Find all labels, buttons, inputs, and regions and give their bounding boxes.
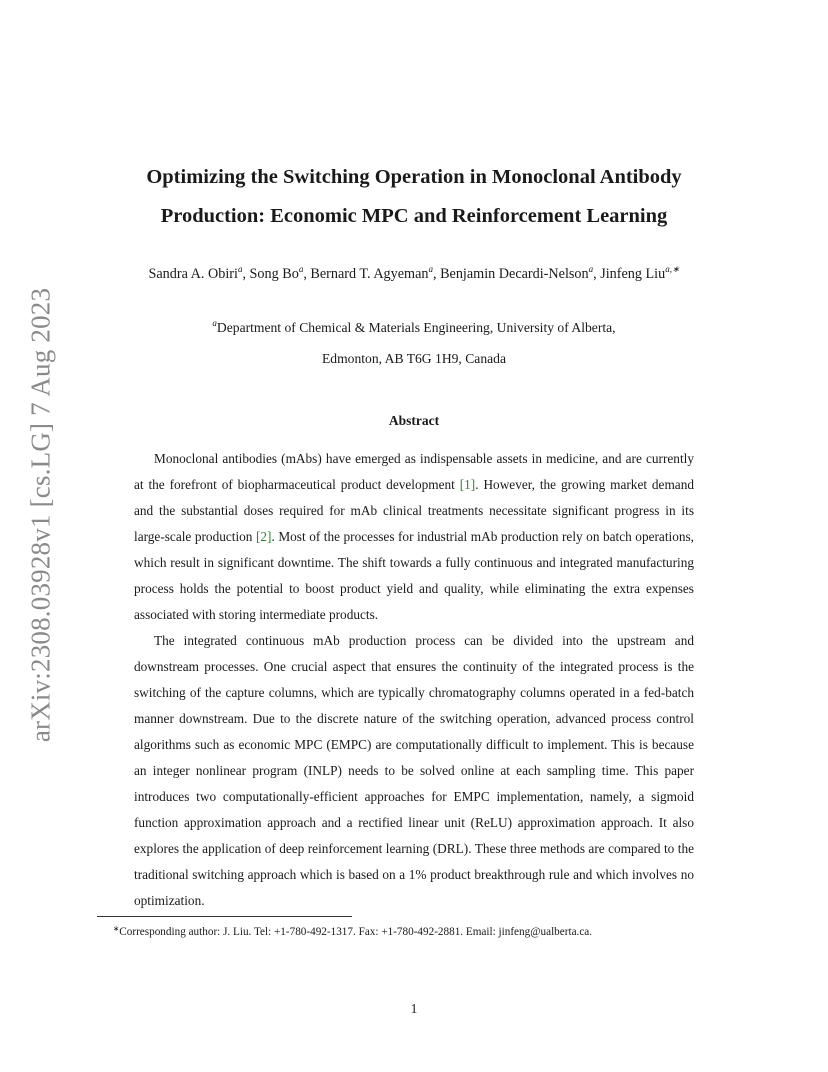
- author-name: Benjamin Decardi-Nelson: [440, 266, 589, 282]
- author-separator: ,: [432, 266, 441, 282]
- affiliation-line-2: Edmonton, AB T6G 1H9, Canada: [321, 351, 506, 366]
- author-separator: ,: [242, 266, 250, 282]
- citation-link[interactable]: [2]: [255, 529, 272, 544]
- author: [600, 266, 679, 282]
- author-affiliation-marker: a: [588, 264, 594, 274]
- affiliation-line-1: [100, 308, 728, 343]
- paper-title: [100, 158, 728, 236]
- abstract-paragraph-2: The integrated continuous mAb production process can be divided into the upstream and downstream processes. One crucial aspect that ensures the continuity of the integrated process is the switching of the capture columns, which are typically chromatography columns operated in a fed-batch manner downstream. Due to the discrete nature of the switching operation, advanced process control algorithms such as economic MPC (EMPC) are computationally difficult to implement. This is because an integer nonlinear program (INLP) needs to be solved online at each sampling time. This paper introduces two computationally-efficient approaches for EMPC implementation, namely, a sigmoid function approximation approach and a rectified linear unit (ReLU) approximation approach. It also explores the application of deep reinforcement learning (DRL). These three methods are compared to the traditional switching approach which is based on a 1% product breakthrough rule and which involves no optimization.: [134, 633, 694, 908]
- author-list: [70, 258, 758, 285]
- author-affiliation-marker: a,∗: [665, 264, 680, 274]
- abstract-paragraph-1: [134, 446, 694, 628]
- affiliation: [100, 308, 728, 374]
- author: [310, 266, 440, 282]
- author-affiliation-marker: a: [298, 264, 304, 274]
- author-affiliation-marker: a: [428, 264, 433, 274]
- footnote-marker: ∗: [113, 924, 120, 933]
- author-separator: ,: [303, 266, 311, 282]
- author: [148, 266, 249, 282]
- abstract-text: . Most of the processes for industrial mAb production rely on batch operations, which result in significant downtime. The shift towards a fully continuous and integrated manufacturing process holds the potential to boost product yield and quality, while eliminating the extra expenses associated with storing intermediate products.: [134, 529, 695, 622]
- title-line-2: Production: Economic MPC and Reinforcement Learning: [160, 205, 668, 227]
- citation-link[interactable]: [1]: [459, 477, 476, 492]
- abstract-text: . However, the growing market demand and the substantial doses required for mAb clinical treatments necessitate significant progress in its large-scale production: [134, 477, 695, 544]
- affiliation-marker: a: [212, 318, 217, 328]
- abstract-text: Monoclonal antibodies (mAbs) have emerged as indispensable assets in medicine, and are currently at the forefront of biopharmaceutical product development: [134, 451, 694, 492]
- abstract-heading: Abstract: [388, 413, 440, 428]
- footnote-text: Corresponding author: J. Liu. Tel: +1-780-492-1317. Fax: +1-780-492-2881. Email: jinfeng@ualberta.ca.: [119, 926, 593, 938]
- author-affiliation-marker: a: [237, 264, 243, 274]
- affiliation-text: Department of Chemical & Materials Engineering, University of Alberta,: [216, 320, 616, 335]
- arxiv-identifier: arXiv:2308.03928v1 [cs.LG] 7 Aug 2023: [25, 287, 56, 743]
- author-name: Sandra A. Obiri: [148, 266, 238, 282]
- author-name: Jinfeng Liu: [600, 266, 666, 282]
- author-name: Song Bo: [249, 266, 299, 282]
- author: [440, 266, 600, 282]
- author-name: Bernard T. Agyeman: [310, 266, 429, 282]
- abstract-body: [134, 446, 694, 914]
- footnote-divider: [97, 916, 352, 917]
- author: [250, 266, 311, 282]
- footnote: [113, 920, 713, 941]
- title-line-1: Optimizing the Switching Operation in Monoclonal Antibody: [146, 166, 682, 188]
- arxiv-sidebar: [18, 287, 64, 743]
- page-number: 1: [410, 1001, 418, 1016]
- author-separator: ,: [593, 266, 601, 282]
